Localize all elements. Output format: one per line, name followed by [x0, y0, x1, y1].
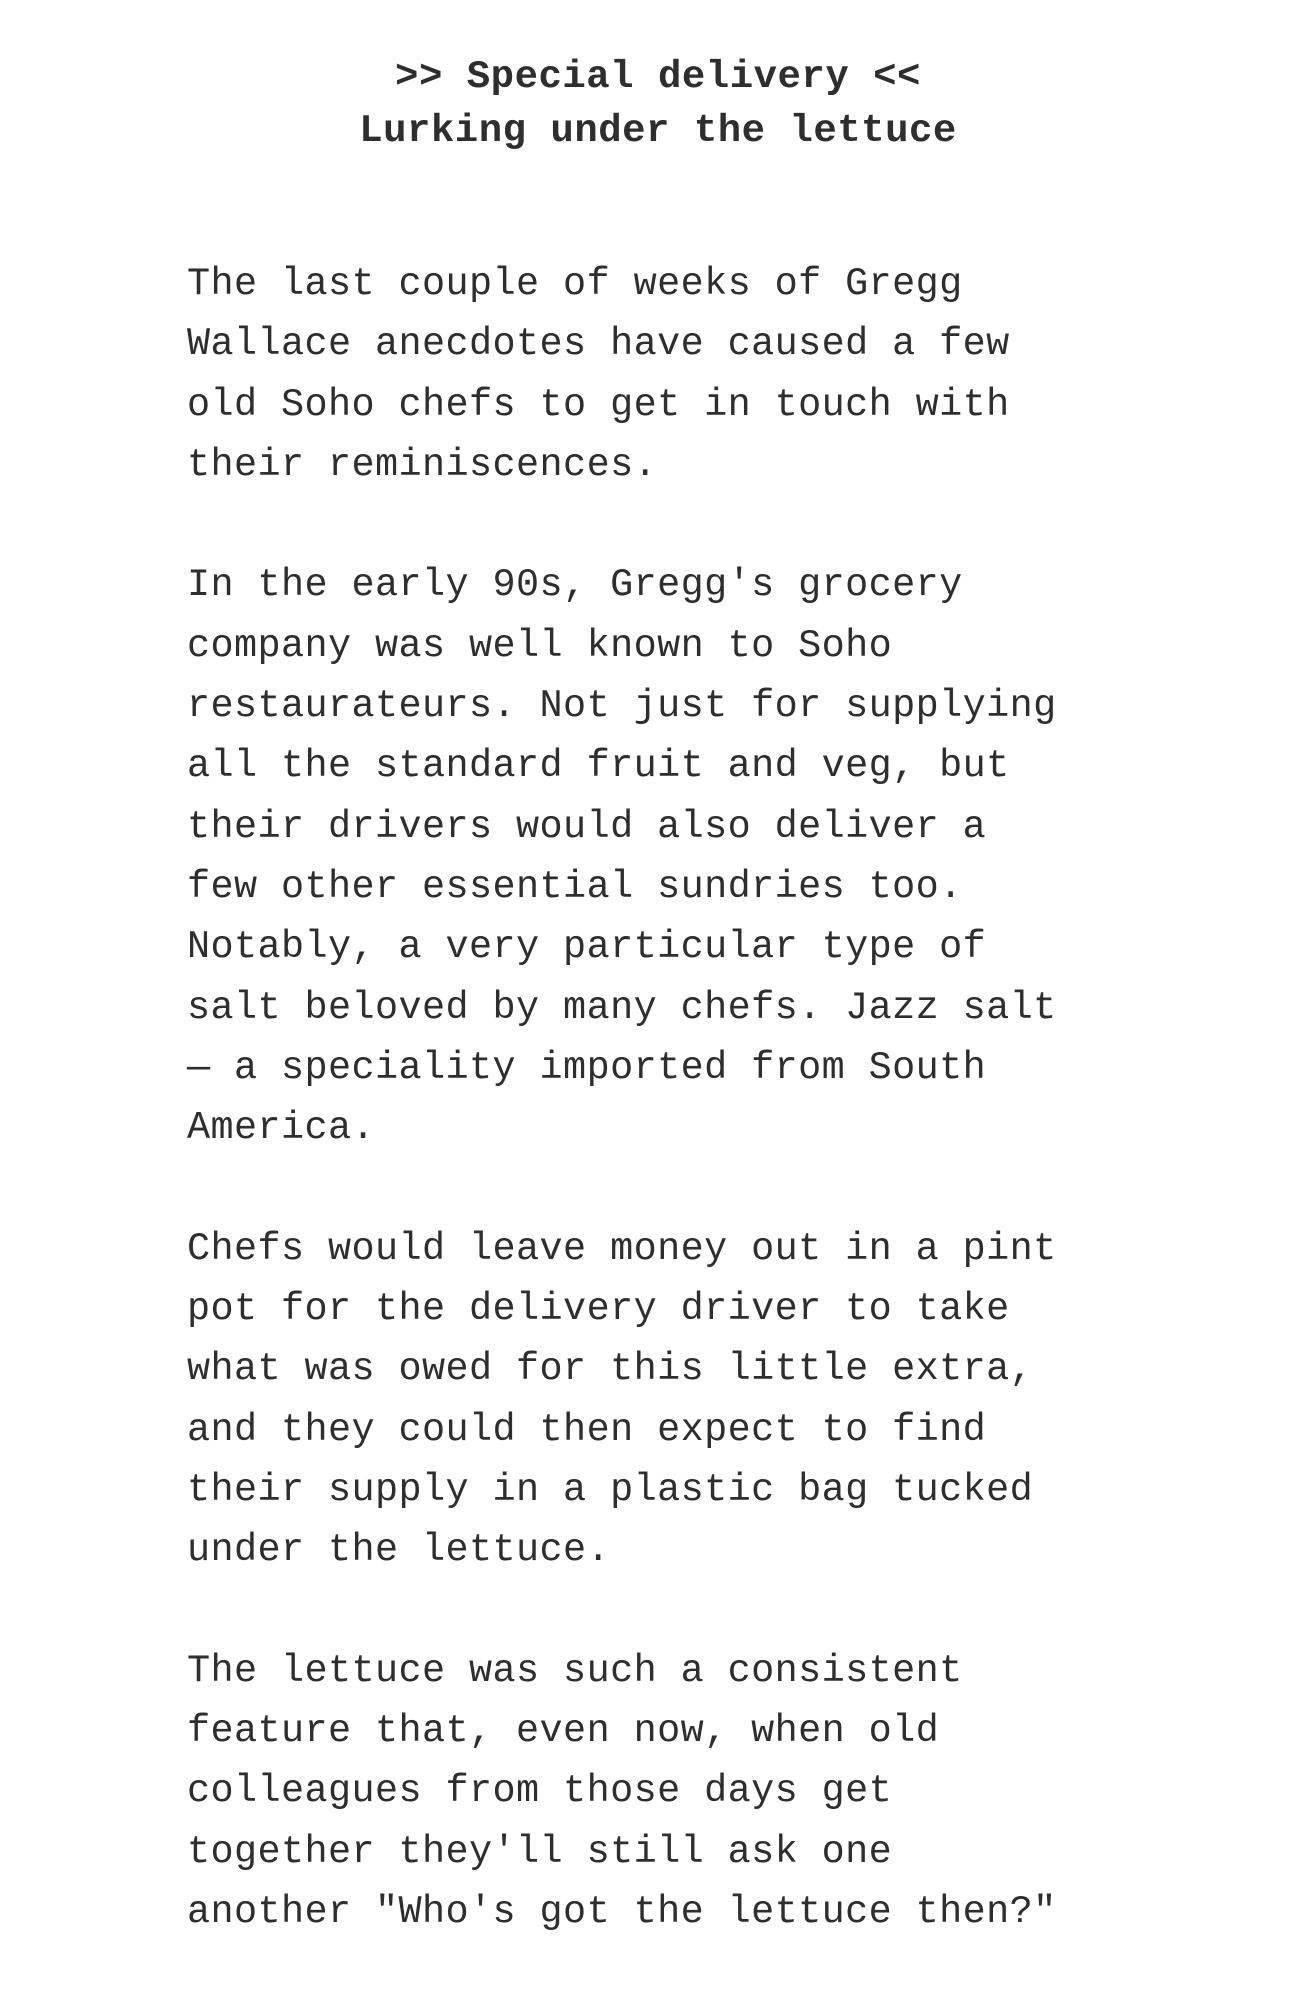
text-line: few other essential sundries too. — [187, 864, 963, 909]
text-line: together they'll still ask one — [187, 1829, 893, 1874]
text-line: old Soho chefs to get in touch with — [187, 382, 1010, 427]
paragraph-3 — [187, 1219, 1187, 1581]
text-line: In the early 90s, Gregg's grocery — [187, 563, 963, 608]
header-kicker: >> Special delivery << — [395, 55, 921, 99]
text-line: Wallace anecdotes have caused a few — [187, 322, 1010, 367]
text-line: colleagues from those days get — [187, 1769, 893, 1814]
text-line: what was owed for this little extra, — [187, 1347, 1034, 1392]
text-line: pot for the delivery driver to take — [187, 1287, 1010, 1332]
paragraph-4 — [187, 1641, 1187, 1942]
text-line: feature that, even now, when old — [187, 1709, 940, 1754]
text-line: salt beloved by many chefs. Jazz salt — [187, 985, 1057, 1030]
text-line: under the lettuce. — [187, 1528, 611, 1573]
text-line: Chefs would leave money out in a pint — [187, 1226, 1057, 1271]
header-title: Lurking under the lettuce — [359, 109, 957, 153]
text-line: America. — [187, 1106, 376, 1151]
text-line: all the standard fruit and veg, but — [187, 744, 1010, 789]
text-line: company was well known to Soho — [187, 623, 893, 668]
text-line: — a speciality imported from South — [187, 1045, 987, 1090]
text-line: their supply in a plastic bag tucked — [187, 1467, 1034, 1512]
text-line: The lettuce was such a consistent — [187, 1648, 963, 1693]
article-body — [187, 254, 1187, 2003]
article-header — [0, 50, 1316, 158]
text-line: another "Who's got the lettuce then?" — [187, 1890, 1057, 1935]
paragraph-1 — [187, 254, 1187, 495]
text-line: Notably, a very particular type of — [187, 925, 987, 970]
text-line: restaurateurs. Not just for supplying — [187, 684, 1057, 729]
text-line: and they could then expect to find — [187, 1407, 987, 1452]
text-line: their reminiscences. — [187, 442, 658, 487]
text-line: The last couple of weeks of Gregg — [187, 262, 963, 306]
text-line: their drivers would also deliver a — [187, 804, 987, 849]
paragraph-2 — [187, 555, 1187, 1158]
